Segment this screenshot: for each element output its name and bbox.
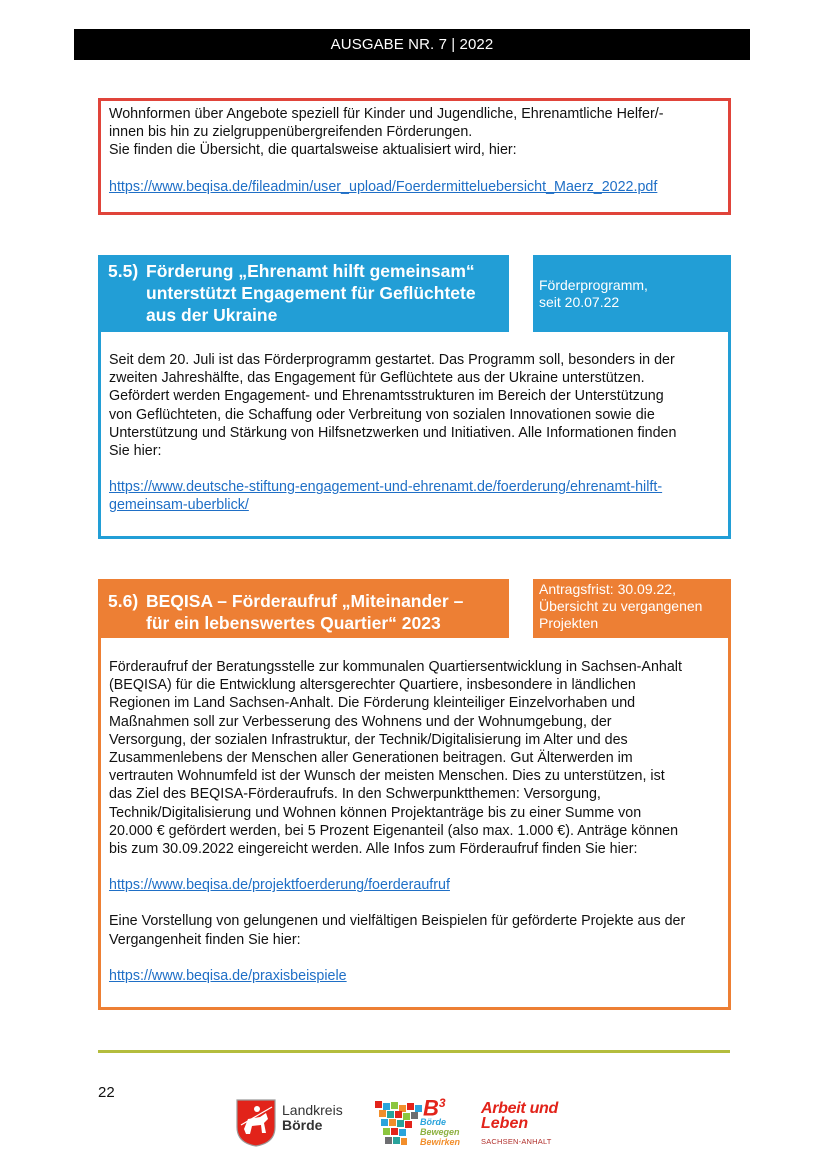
text-line: von Geflüchteten, die Schaffung oder Verbreitung von sozialen Innovationen sowie die bbox=[109, 406, 655, 423]
text-line: (BEQISA) für die Entwicklung altersgerechter Quartiere, insbesondere in ländlichen bbox=[109, 677, 636, 694]
side-line: Förderprogramm, bbox=[539, 277, 648, 293]
issue-header-bar bbox=[74, 29, 750, 60]
section-number: 5.6) bbox=[108, 591, 139, 611]
link-line[interactable]: https://www.deutsche-stiftung-engagement-und-ehrenamt.de/foerderung/ehrenamt-hilft- bbox=[109, 479, 663, 496]
logo-text: SACHSEN-ANHALT bbox=[481, 1137, 552, 1146]
page-number: 22 bbox=[98, 1084, 115, 1101]
text-line: Seit dem 20. Juli ist das Förderprogramm gestartet. Das Programm soll, besonders in der bbox=[109, 352, 675, 368]
text-line: Sie hier: bbox=[109, 443, 162, 460]
text-line: 20.000 € gefördert werden, bei 5 Prozent Eigenanteil (also max. 1.000 €). Anträge können bbox=[109, 822, 679, 839]
text-line: das Ziel des BEQISA-Förderaufrufs. In den Schwerpunktthemen: Versorgung, bbox=[109, 786, 601, 803]
b3-logo bbox=[373, 1095, 463, 1153]
text-line: Vergangenheit finden Sie hier: bbox=[109, 931, 301, 948]
link-line[interactable]: gemeinsam-uberblick/ bbox=[109, 497, 249, 514]
side-line: Projekten bbox=[539, 615, 599, 631]
text-line: zweiten Jahreshälfte, das Engagement für Geflüchtete aus der Ukraine unterstützen. bbox=[109, 370, 645, 387]
text-line: Eine Vorstellung von gelungenen und vielfältigen Beispielen für geförderte Projekte aus der bbox=[109, 913, 686, 930]
section-5-6-title-block bbox=[98, 579, 509, 638]
logo-text: Leben bbox=[481, 1115, 529, 1132]
side-line: seit 20.07.22 bbox=[539, 294, 620, 310]
title-line: Förderung „Ehrenamt hilft gemeinsam“ bbox=[146, 261, 475, 281]
footer-divider bbox=[98, 1050, 730, 1053]
header-separator bbox=[514, 258, 529, 330]
text-line: Technik/Digitalisierung und Wohnen können Projektanträge bis zu einer Summe von bbox=[109, 804, 642, 821]
text-line: vertrauten Wohnumfeld ist der Wunsch der meisten Menschen. Dies zu unterstützen, ist bbox=[109, 768, 665, 785]
header-separator bbox=[514, 582, 529, 636]
text-line: Gefördert werden Engagement- und Ehrenamtsstrukturen im Bereich der Unterstützung bbox=[109, 388, 664, 405]
section-5-5-side-info bbox=[533, 255, 731, 332]
foerderaufruf-link[interactable]: https://www.beqisa.de/projektfoerderung/foerderaufruf bbox=[109, 877, 450, 894]
section-5-6-content bbox=[98, 638, 731, 1010]
logo-text: Bewegen bbox=[420, 1127, 460, 1137]
logo-text: Arbeit und bbox=[481, 1100, 558, 1117]
title-line: aus der Ukraine bbox=[146, 305, 278, 325]
section-continuation-box bbox=[98, 98, 731, 215]
title-line: unterstützt Engagement für Geflüchtete bbox=[146, 283, 476, 303]
foerdermittel-link[interactable]: https://www.beqisa.de/fileadmin/user_upload/Foerdermitteluebersicht_Maerz_2022.pdf bbox=[109, 178, 658, 195]
section-5-6-side-info bbox=[533, 579, 731, 638]
side-line: Übersicht zu vergangenen bbox=[539, 598, 703, 614]
title-line: für ein lebenswertes Quartier“ 2023 bbox=[146, 613, 441, 633]
section-5-6-title bbox=[108, 590, 509, 634]
text-line: bis zum 30.09.2022 eingereicht werden. Alle Infos zum Förderaufruf finden Sie hier: bbox=[109, 841, 638, 858]
text-line: Maßnahmen soll zur Verbesserung des Wohnens und der Wohnumgebung, der bbox=[109, 713, 612, 730]
logo-text: Börde bbox=[282, 1117, 323, 1133]
section-5-5-title bbox=[108, 260, 509, 326]
issue-title: AUSGABE NR. 7 | 2022 bbox=[330, 36, 494, 53]
side-line: Antragsfrist: 30.09.22, bbox=[539, 581, 676, 597]
text-line: Unterstützung und Stärkung von Hilfsnetzwerken und Initiativen. Alle Informationen finden bbox=[109, 424, 677, 441]
text-line: Versorgung, der sozialen Infrastruktur, der Technik/Digitalisierung im Alter und des bbox=[109, 731, 628, 748]
section-number: 5.5) bbox=[108, 261, 139, 281]
text-line: Förderaufruf der Beratungsstelle zur kommunalen Quartiersentwicklung in Sachsen-Anhalt bbox=[109, 659, 682, 675]
title-line: BEQISA – Förderaufruf „Miteinander – bbox=[146, 591, 464, 611]
landkreis-boerde-logo bbox=[236, 1099, 343, 1149]
text-line: Sie finden die Übersicht, die quartalsweise aktualisiert wird, hier: bbox=[109, 142, 517, 159]
logo-text: Bewirken bbox=[420, 1137, 461, 1147]
section-5-5-content bbox=[98, 332, 731, 539]
section-5-5-title-block bbox=[98, 255, 509, 332]
arbeit-und-leben-logo bbox=[481, 1101, 581, 1151]
text-line: innen bis hin zu zielgruppenübergreifenden Förderungen. bbox=[109, 124, 473, 141]
logo-text: Landkreis bbox=[282, 1102, 343, 1118]
coat-of-arms-icon bbox=[236, 1099, 276, 1147]
text-line: Wohnformen über Angebote speziell für Kinder und Jugendliche, Ehrenamtliche Helfer/- bbox=[109, 106, 664, 122]
logo-text: Börde bbox=[420, 1117, 447, 1127]
ehrenamt-link[interactable] bbox=[109, 478, 720, 514]
text-line: Regionen im Land Sachsen-Anhalt. Die Förderung kleinteiliger Einzelvorhaben und bbox=[109, 695, 636, 712]
text-line: Zusammenlebens der Menschen aller Generationen beitragen. Gut Älterwerden im bbox=[109, 750, 633, 767]
b3-mark: $B^3$ bbox=[423, 1095, 446, 1121]
praxisbeispiele-link[interactable]: https://www.beqisa.de/praxisbeispiele bbox=[109, 967, 347, 984]
